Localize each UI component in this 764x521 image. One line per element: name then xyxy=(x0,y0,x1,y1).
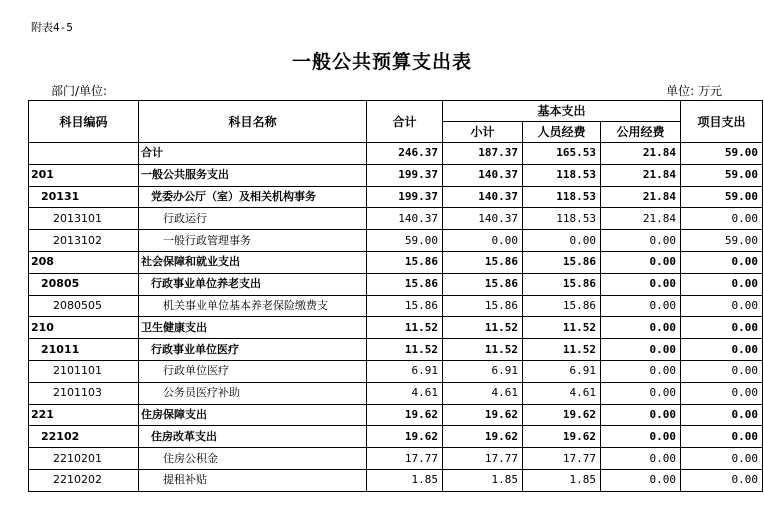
cell-total: 4.61 xyxy=(367,382,443,404)
table-row xyxy=(29,404,763,426)
cell-subtotal: 140.37 xyxy=(443,164,523,186)
cell-subtotal: 19.62 xyxy=(443,426,523,448)
cell-total: 15.86 xyxy=(367,295,443,317)
cell-subtotal: 6.91 xyxy=(443,360,523,382)
cell-name: 住房公积金 xyxy=(139,448,367,470)
cell-total: 19.62 xyxy=(367,426,443,448)
cell-total: 199.37 xyxy=(367,186,443,208)
cell-public: 0.00 xyxy=(601,273,681,295)
cell-subtotal: 11.52 xyxy=(443,317,523,339)
cell-project: 0.00 xyxy=(681,295,763,317)
cell-personnel: 11.52 xyxy=(523,317,601,339)
cell-subtotal: 1.85 xyxy=(443,469,523,491)
cell-public: 21.84 xyxy=(601,208,681,230)
cell-project: 59.00 xyxy=(681,186,763,208)
table-row xyxy=(29,295,763,317)
cell-code: 210 xyxy=(29,317,139,339)
header-subtotal: 小计 xyxy=(443,122,523,143)
table-row xyxy=(29,208,763,230)
cell-name: 公务员医疗补助 xyxy=(139,382,367,404)
header-code: 科目编码 xyxy=(29,101,139,143)
cell-personnel: 17.77 xyxy=(523,448,601,470)
cell-code: 2101103 xyxy=(29,382,139,404)
cell-subtotal: 17.77 xyxy=(443,448,523,470)
cell-project: 0.00 xyxy=(681,360,763,382)
unit-label: 单位: 万元 xyxy=(666,84,722,98)
cell-personnel: 15.86 xyxy=(523,251,601,273)
cell-public: 0.00 xyxy=(601,339,681,361)
cell-total: 199.37 xyxy=(367,164,443,186)
cell-total: 11.52 xyxy=(367,317,443,339)
cell-personnel: 0.00 xyxy=(523,230,601,252)
table-row xyxy=(29,251,763,273)
cell-personnel: 19.62 xyxy=(523,426,601,448)
cell-name: 机关事业单位基本养老保险缴费支 xyxy=(139,295,367,317)
cell-code: 2210202 xyxy=(29,469,139,491)
cell-personnel: 19.62 xyxy=(523,404,601,426)
cell-total: 59.00 xyxy=(367,230,443,252)
cell-subtotal: 15.86 xyxy=(443,273,523,295)
cell-public: 0.00 xyxy=(601,317,681,339)
table-row xyxy=(29,164,763,186)
header-total: 合计 xyxy=(367,101,443,143)
cell-total: 17.77 xyxy=(367,448,443,470)
cell-public: 21.84 xyxy=(601,186,681,208)
cell-subtotal: 4.61 xyxy=(443,382,523,404)
budget-table xyxy=(28,100,763,492)
cell-subtotal: 19.62 xyxy=(443,404,523,426)
cell-total: 1.85 xyxy=(367,469,443,491)
page-title: 一般公共预算支出表 xyxy=(291,51,472,73)
cell-project: 0.00 xyxy=(681,273,763,295)
cell-code: 2080505 xyxy=(29,295,139,317)
cell-total: 15.86 xyxy=(367,251,443,273)
cell-code: 2210201 xyxy=(29,448,139,470)
table-body xyxy=(29,143,763,492)
cell-name: 卫生健康支出 xyxy=(139,317,367,339)
cell-total: 15.86 xyxy=(367,273,443,295)
cell-personnel: 11.52 xyxy=(523,339,601,361)
cell-project: 0.00 xyxy=(681,469,763,491)
cell-personnel: 6.91 xyxy=(523,360,601,382)
cell-code xyxy=(29,143,139,165)
cell-project: 59.00 xyxy=(681,230,763,252)
cell-personnel: 118.53 xyxy=(523,164,601,186)
cell-name: 社会保障和就业支出 xyxy=(139,251,367,273)
cell-name: 行政事业单位医疗 xyxy=(139,339,367,361)
cell-project: 0.00 xyxy=(681,317,763,339)
cell-personnel: 1.85 xyxy=(523,469,601,491)
cell-public: 21.84 xyxy=(601,164,681,186)
cell-name: 一般行政管理事务 xyxy=(139,230,367,252)
cell-public: 0.00 xyxy=(601,426,681,448)
cell-personnel: 15.86 xyxy=(523,273,601,295)
cell-subtotal: 11.52 xyxy=(443,339,523,361)
cell-public: 0.00 xyxy=(601,295,681,317)
table-row xyxy=(29,382,763,404)
cell-personnel: 118.53 xyxy=(523,186,601,208)
cell-name: 一般公共服务支出 xyxy=(139,164,367,186)
cell-public: 0.00 xyxy=(601,404,681,426)
cell-name: 住房改革支出 xyxy=(139,426,367,448)
cell-subtotal: 187.37 xyxy=(443,143,523,165)
header-name: 科目名称 xyxy=(139,101,367,143)
table-row xyxy=(29,317,763,339)
header-personnel: 人员经费 xyxy=(523,122,601,143)
table-row xyxy=(29,273,763,295)
cell-code: 201 xyxy=(29,164,139,186)
cell-total: 19.62 xyxy=(367,404,443,426)
cell-subtotal: 140.37 xyxy=(443,208,523,230)
cell-project: 0.00 xyxy=(681,251,763,273)
cell-total: 246.37 xyxy=(367,143,443,165)
header-public: 公用经费 xyxy=(601,122,681,143)
cell-name: 行政运行 xyxy=(139,208,367,230)
cell-subtotal: 0.00 xyxy=(443,230,523,252)
cell-name: 合计 xyxy=(139,143,367,165)
cell-public: 0.00 xyxy=(601,382,681,404)
cell-project: 0.00 xyxy=(681,404,763,426)
table-row xyxy=(29,360,763,382)
cell-name: 行政事业单位养老支出 xyxy=(139,273,367,295)
cell-name: 党委办公厅（室）及相关机构事务 xyxy=(139,186,367,208)
cell-subtotal: 15.86 xyxy=(443,295,523,317)
cell-subtotal: 15.86 xyxy=(443,251,523,273)
table-row xyxy=(29,143,763,165)
cell-code: 20131 xyxy=(29,186,139,208)
cell-project: 0.00 xyxy=(681,339,763,361)
cell-personnel: 118.53 xyxy=(523,208,601,230)
cell-code: 20805 xyxy=(29,273,139,295)
cell-code: 2013102 xyxy=(29,230,139,252)
table-row xyxy=(29,469,763,491)
table-row xyxy=(29,339,763,361)
cell-total: 140.37 xyxy=(367,208,443,230)
cell-project: 0.00 xyxy=(681,382,763,404)
header-project: 项目支出 xyxy=(681,101,763,143)
header-basic: 基本支出 xyxy=(443,101,681,122)
cell-personnel: 4.61 xyxy=(523,382,601,404)
cell-public: 21.84 xyxy=(601,143,681,165)
cell-name: 行政单位医疗 xyxy=(139,360,367,382)
cell-code: 2101101 xyxy=(29,360,139,382)
cell-code: 22102 xyxy=(29,426,139,448)
cell-project: 0.00 xyxy=(681,448,763,470)
cell-public: 0.00 xyxy=(601,360,681,382)
cell-project: 0.00 xyxy=(681,426,763,448)
cell-public: 0.00 xyxy=(601,469,681,491)
table-row xyxy=(29,230,763,252)
cell-code: 2013101 xyxy=(29,208,139,230)
cell-public: 0.00 xyxy=(601,448,681,470)
cell-public: 0.00 xyxy=(601,251,681,273)
table-row xyxy=(29,186,763,208)
cell-subtotal: 140.37 xyxy=(443,186,523,208)
department-label: 部门/单位: xyxy=(51,84,108,98)
cell-project: 0.00 xyxy=(681,208,763,230)
cell-total: 11.52 xyxy=(367,339,443,361)
cell-code: 208 xyxy=(29,251,139,273)
cell-public: 0.00 xyxy=(601,230,681,252)
table-row xyxy=(29,426,763,448)
cell-name: 提租补贴 xyxy=(139,469,367,491)
attachment-label: 附表4-5 xyxy=(31,21,73,34)
table-row xyxy=(29,448,763,470)
cell-project: 59.00 xyxy=(681,164,763,186)
cell-project: 59.00 xyxy=(681,143,763,165)
cell-name: 住房保障支出 xyxy=(139,404,367,426)
cell-personnel: 15.86 xyxy=(523,295,601,317)
cell-personnel: 165.53 xyxy=(523,143,601,165)
cell-total: 6.91 xyxy=(367,360,443,382)
cell-code: 21011 xyxy=(29,339,139,361)
cell-code: 221 xyxy=(29,404,139,426)
